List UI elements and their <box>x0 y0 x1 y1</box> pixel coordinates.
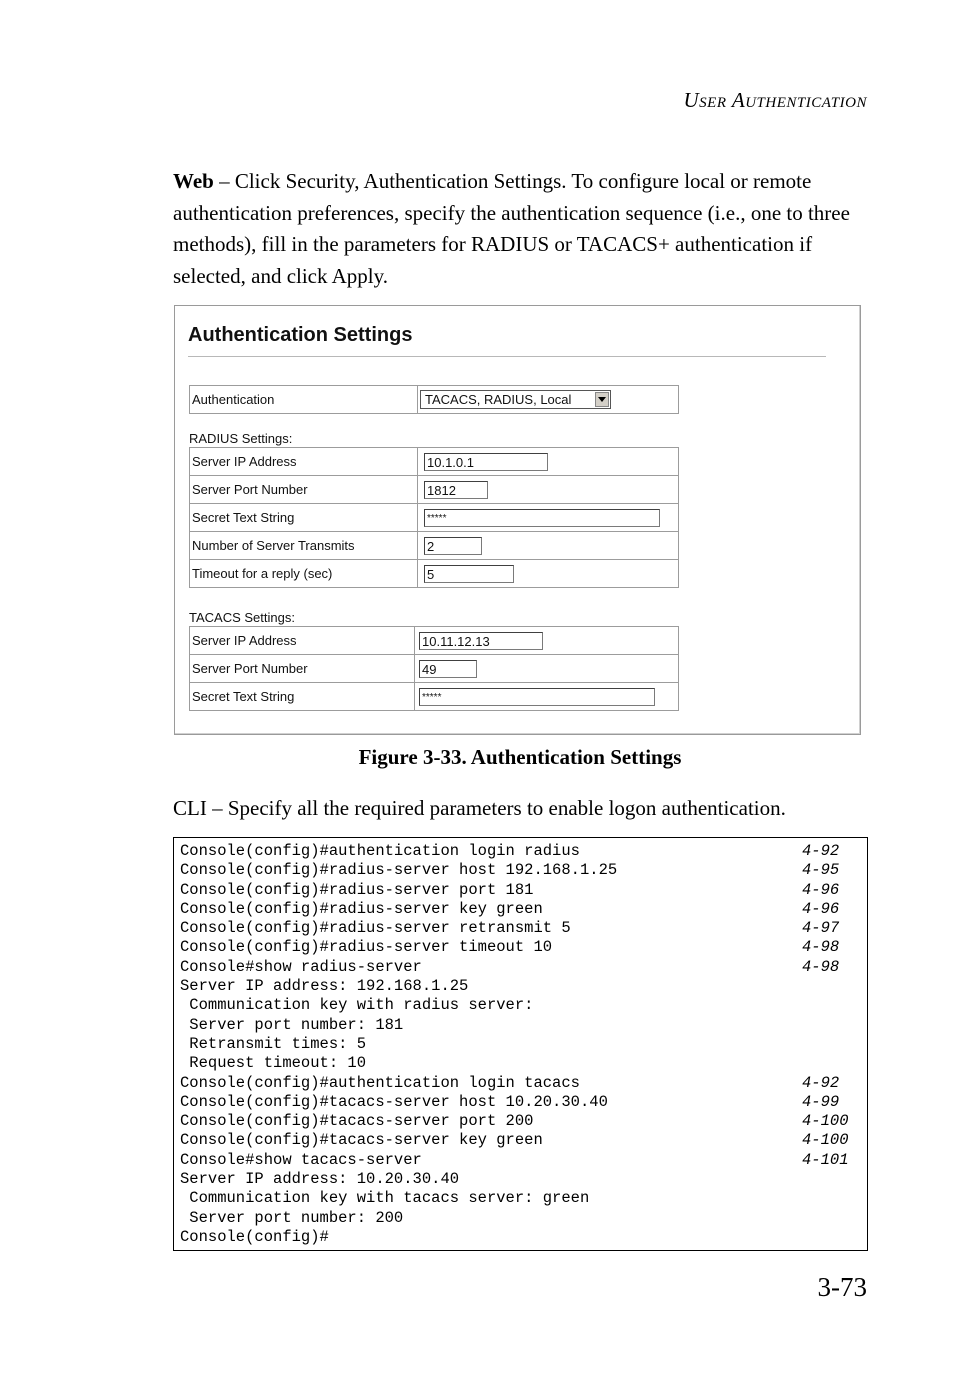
radius-timeout-cell <box>418 560 679 588</box>
table-row <box>190 627 679 655</box>
web-instructions-text: – Click Security, Authentication Settings. To configure local or remote authentication preferences, specify the authentication sequence (i.e., one to three methods), fill in the parameters for RADIUS or TACACS+ authentication if selected, and click Apply. <box>173 169 850 288</box>
code-text: Console(config)#radius-server key green <box>180 899 543 918</box>
code-text: Console(config)# <box>180 1227 329 1246</box>
radius-timeout-label: Timeout for a reply (sec) <box>190 560 418 588</box>
page-number: 3-73 <box>817 1272 867 1302</box>
code-text: Console(config)#tacacs-server host 10.20.30.40 <box>180 1092 608 1111</box>
authentication-label: Authentication <box>190 386 418 414</box>
tacacs-server-port-input[interactable]: 49 <box>419 660 477 678</box>
code-text: Console(config)#tacacs-server port 200 <box>180 1112 534 1131</box>
code-text: Console#show radius-server <box>180 957 422 976</box>
code-line <box>174 1112 867 1131</box>
tacacs-server-ip-cell <box>415 627 679 655</box>
header-rest-ser: SER <box>699 95 727 111</box>
code-line <box>174 996 867 1015</box>
radius-server-port-input[interactable]: 1812 <box>424 481 488 499</box>
radius-transmits-label: Number of Server Transmits <box>190 532 418 560</box>
figure-panel-title: Authentication Settings <box>188 324 413 346</box>
table-row <box>190 560 679 588</box>
authentication-settings-screenshot <box>174 305 861 735</box>
cli-code-block <box>173 837 868 1251</box>
code-text: Retransmit times: 5 <box>180 1034 367 1053</box>
radius-settings-heading: RADIUS Settings: <box>189 431 293 446</box>
code-page-reference: 4-95 <box>802 861 840 880</box>
code-page-reference: 4-98 <box>802 957 840 976</box>
code-text: Server port number: 181 <box>180 1015 404 1034</box>
table-row <box>190 655 679 683</box>
table-row <box>190 683 679 711</box>
tacacs-secret-label: Secret Text String <box>190 683 415 711</box>
radius-settings-table <box>189 447 679 588</box>
tacacs-server-port-cell <box>415 655 679 683</box>
code-page-reference: 4-92 <box>802 842 840 860</box>
tacacs-server-ip-label: Server IP Address <box>190 627 415 655</box>
code-page-reference: 4-100 <box>802 1131 849 1150</box>
web-instructions <box>173 166 853 292</box>
authentication-value-cell <box>418 386 679 414</box>
code-page-reference: 4-101 <box>802 1150 849 1169</box>
code-page-reference: 4-96 <box>802 899 840 918</box>
code-line <box>174 1228 867 1247</box>
radius-server-ip-label: Server IP Address <box>190 448 418 476</box>
radius-server-ip-cell <box>418 448 679 476</box>
code-text: Console#show tacacs-server <box>180 1150 422 1169</box>
radius-server-ip-input[interactable]: 10.1.0.1 <box>424 453 548 471</box>
code-line <box>174 1035 867 1054</box>
code-page-reference: 4-99 <box>802 1092 840 1111</box>
authentication-row <box>190 386 679 414</box>
authentication-method-selected: TACACS, RADIUS, Local <box>425 392 572 407</box>
table-row <box>190 532 679 560</box>
code-line <box>174 1151 867 1170</box>
radius-secret-cell <box>418 504 679 532</box>
figure-caption: Figure 3-33. Authentication Settings <box>358 745 682 769</box>
code-line <box>174 1093 867 1112</box>
code-line <box>174 958 867 977</box>
tacacs-secret-cell <box>415 683 679 711</box>
header-initial-a: A <box>731 88 746 112</box>
code-text: Request timeout: 10 <box>180 1054 367 1073</box>
code-line <box>174 1170 867 1189</box>
code-line <box>174 1209 867 1228</box>
code-line <box>174 881 867 900</box>
code-line <box>174 1016 867 1035</box>
tacacs-settings-table <box>189 626 679 711</box>
code-text: Communication key with tacacs server: green <box>180 1189 590 1208</box>
radius-server-port-label: Server Port Number <box>190 476 418 504</box>
title-divider <box>188 356 826 357</box>
authentication-method-select[interactable] <box>420 390 611 409</box>
code-page-reference: 4-96 <box>802 880 840 899</box>
tacacs-server-ip-input[interactable]: 10.11.12.13 <box>419 632 543 650</box>
radius-server-port-cell <box>418 476 679 504</box>
table-row <box>190 504 679 532</box>
code-line <box>174 1074 867 1093</box>
code-page-reference: 4-100 <box>802 1112 849 1131</box>
code-page-reference: 4-92 <box>802 1073 840 1092</box>
code-text: Console(config)#radius-server retransmit 5 <box>180 919 571 938</box>
radius-secret-input[interactable]: ***** <box>424 509 660 527</box>
radius-transmits-cell <box>418 532 679 560</box>
code-line <box>174 1189 867 1208</box>
code-text: Server IP address: 10.20.30.40 <box>180 1170 460 1189</box>
code-line <box>174 938 867 957</box>
code-text: Console(config)#radius-server port 181 <box>180 880 534 899</box>
tacacs-settings-heading: TACACS Settings: <box>189 610 295 625</box>
cli-instructions: CLI – Specify all the required parameters to enable logon authentication. <box>173 796 786 820</box>
code-page-reference: 4-97 <box>802 919 840 938</box>
code-text: Server port number: 200 <box>180 1208 404 1227</box>
tacacs-secret-input[interactable]: ***** <box>419 688 655 706</box>
code-text: Console(config)#radius-server timeout 10 <box>180 938 553 957</box>
code-line <box>174 861 867 880</box>
code-text: Console(config)#authentication login tacacs <box>180 1073 580 1092</box>
running-header <box>683 88 867 113</box>
code-text: Console(config)#radius-server host 192.168.1.25 <box>180 861 618 880</box>
radius-secret-label: Secret Text String <box>190 504 418 532</box>
radius-timeout-input[interactable]: 5 <box>424 565 514 583</box>
code-line <box>174 977 867 996</box>
code-line <box>174 1054 867 1073</box>
web-lead: Web <box>173 169 214 193</box>
code-lines <box>174 838 867 1247</box>
chevron-down-icon[interactable] <box>595 392 609 407</box>
radius-transmits-input[interactable]: 2 <box>424 537 482 555</box>
code-line <box>174 1131 867 1150</box>
authentication-table <box>189 385 679 414</box>
table-row <box>190 476 679 504</box>
code-line <box>174 900 867 919</box>
code-line <box>174 919 867 938</box>
code-text: Communication key with radius server: <box>180 996 534 1015</box>
header-initial-u: U <box>683 88 700 112</box>
header-rest-authentication: UTHENTICATION <box>745 95 867 111</box>
table-row <box>190 448 679 476</box>
code-page-reference: 4-98 <box>802 938 840 957</box>
code-text: Console(config)#tacacs-server key green <box>180 1131 543 1150</box>
code-text: Console(config)#authentication login radius <box>180 842 580 860</box>
code-text: Server IP address: 192.168.1.25 <box>180 977 469 996</box>
tacacs-server-port-label: Server Port Number <box>190 655 415 683</box>
code-line <box>174 842 867 861</box>
